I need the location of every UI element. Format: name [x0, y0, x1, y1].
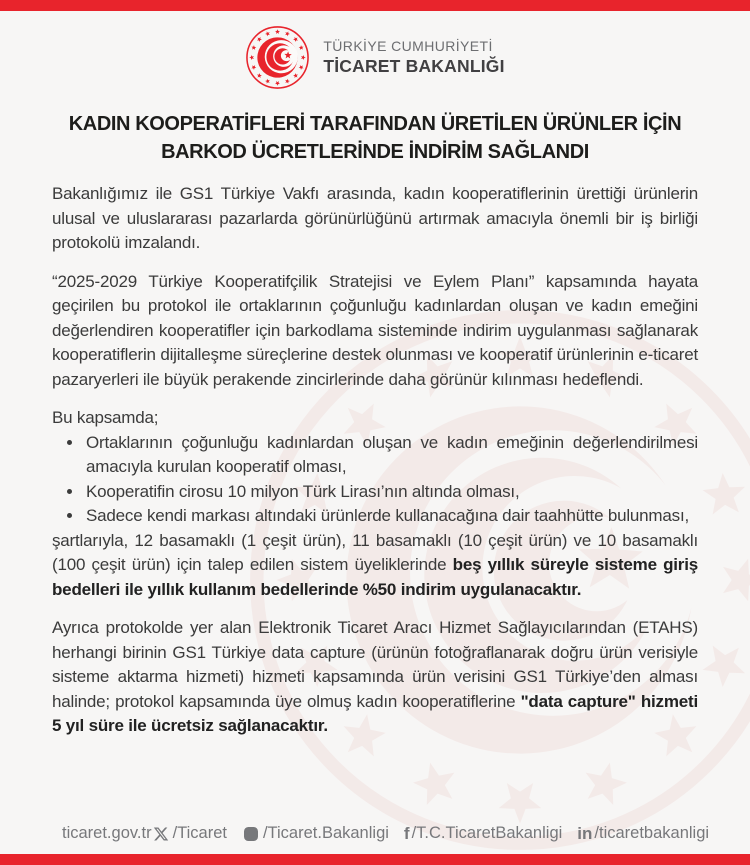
title-line1: KADIN KOOPERATİFLERİ TARAFINDAN ÜRETİLEN ÜRÜNLER İÇİN — [68, 113, 682, 135]
top-red-bar — [0, 0, 750, 11]
list-intro: Bu kapsamda; — [52, 408, 159, 427]
ministry-header — [0, 0, 750, 90]
datacapture-text-regular: Ayrıca protokolde yer alan Elektronik Ticaret Aracı Hizmet Sağlayıcılarından (ETAHS) herhangi birinin GS1 Türkiye data capture (ürünün fotoğraflanarak doğru ürün verisiyle sisteme aktarma hizmeti) hizmeti kapsamında ürün verisini GS1 Türkiye’den alması halinde; protokol kapsamında üye olmuş kadın kooperatiflerine — [52, 618, 698, 711]
social-item-instagram — [242, 824, 389, 843]
footer — [0, 824, 750, 843]
website-url: ticaret.gov.tr — [62, 824, 152, 842]
ministry-name-line2: TİCARET BAKANLIĞI — [323, 55, 505, 76]
paragraph-intro: Bakanlığımız ile GS1 Türkiye Vakfı arasında, kadın kooperatiflerinin ürettiği ürünlerin ulusal ve uluslararası pazarlarda görünürlüğünü artırmak amacıyla önemli bir iş birliği protokolü imzalandı. — [52, 184, 698, 252]
title-line2: BARKOD ÜCRETLERİNDE İNDİRİM SAĞLANDI — [161, 141, 589, 163]
datacapture-text-bold: "data capture" hizmeti 5 yıl süre ile ücretsiz sağlanacaktır. — [52, 691, 698, 735]
social-handle: /T.C.TicaretBakanligi — [411, 824, 563, 842]
discount-text-bold: beş yıllık süreyle sisteme giriş bedelleri ile yıllık kullanım bedellerinde %50 indirim uygulanacaktır. — [52, 555, 698, 599]
paragraph-discount — [52, 529, 698, 603]
facebook-icon: f — [403, 824, 410, 843]
conditions-list — [52, 431, 698, 529]
social-item-facebook — [404, 824, 562, 843]
social-handle: /ticaretbakanligi — [594, 824, 710, 842]
social-item-linkedin — [577, 824, 709, 843]
discount-text-regular: şartlarıyla, 12 basamaklı (1 çeşit ürün), 11 basamaklı (10 çeşit ürün) ve 10 basamaklı (100 çeşit ürün) için talep edilen sistem üyeliklerinde — [52, 530, 698, 574]
bullet-item: • Sadece kendi markası altındaki ürünlerde kullanacağına dair taahhütte bulunması, — [84, 504, 698, 529]
paragraph-protocol: “2025-2029 Türkiye Kooperatifçilik Stratejisi ve Eylem Planı” kapsamında hayata geçirilen bu protokol ile ortaklarının çoğunluğu kadınlardan oluşan ve kadın emeğini değerlendiren kooperatifler için barkodlama sisteminde indirim uygulanması sağlanarak kooperatiflerin dijitalleşme süreçlerine destek olunması ve kooperatif ürünlerinin e-ticaret pazaryerleri ile büyük perakende zincirlerinde daha görünür kılınması hedeflendi. — [52, 271, 698, 389]
bottom-red-bar — [0, 854, 750, 865]
social-item-x — [152, 824, 227, 843]
ministry-name-line1: TÜRKİYE CUMHURİYETİ — [323, 38, 493, 55]
announcement-title — [40, 110, 710, 166]
social-handle: /Ticaret — [172, 824, 227, 842]
ministry-name-block — [323, 38, 504, 77]
social-handle: /Ticaret.Bakanligi — [262, 824, 389, 842]
bullet-item: • Ortaklarının çoğunluğu kadınlardan oluşan ve kadın emeğinin değerlendirilmesi amacıyla kurulan kooperatif olması, — [84, 431, 698, 480]
announcement-body — [52, 182, 698, 739]
linkedin-icon: in — [577, 824, 593, 843]
ministry-emblem-icon — [245, 25, 310, 90]
bullet-item: • Kooperatifin cirosu 10 milyon Türk Lirası’nın altında olması, — [84, 480, 698, 505]
paragraph-datacapture — [52, 616, 698, 739]
social-links — [152, 824, 710, 843]
x-icon — [152, 824, 171, 843]
instagram-icon — [242, 824, 261, 843]
